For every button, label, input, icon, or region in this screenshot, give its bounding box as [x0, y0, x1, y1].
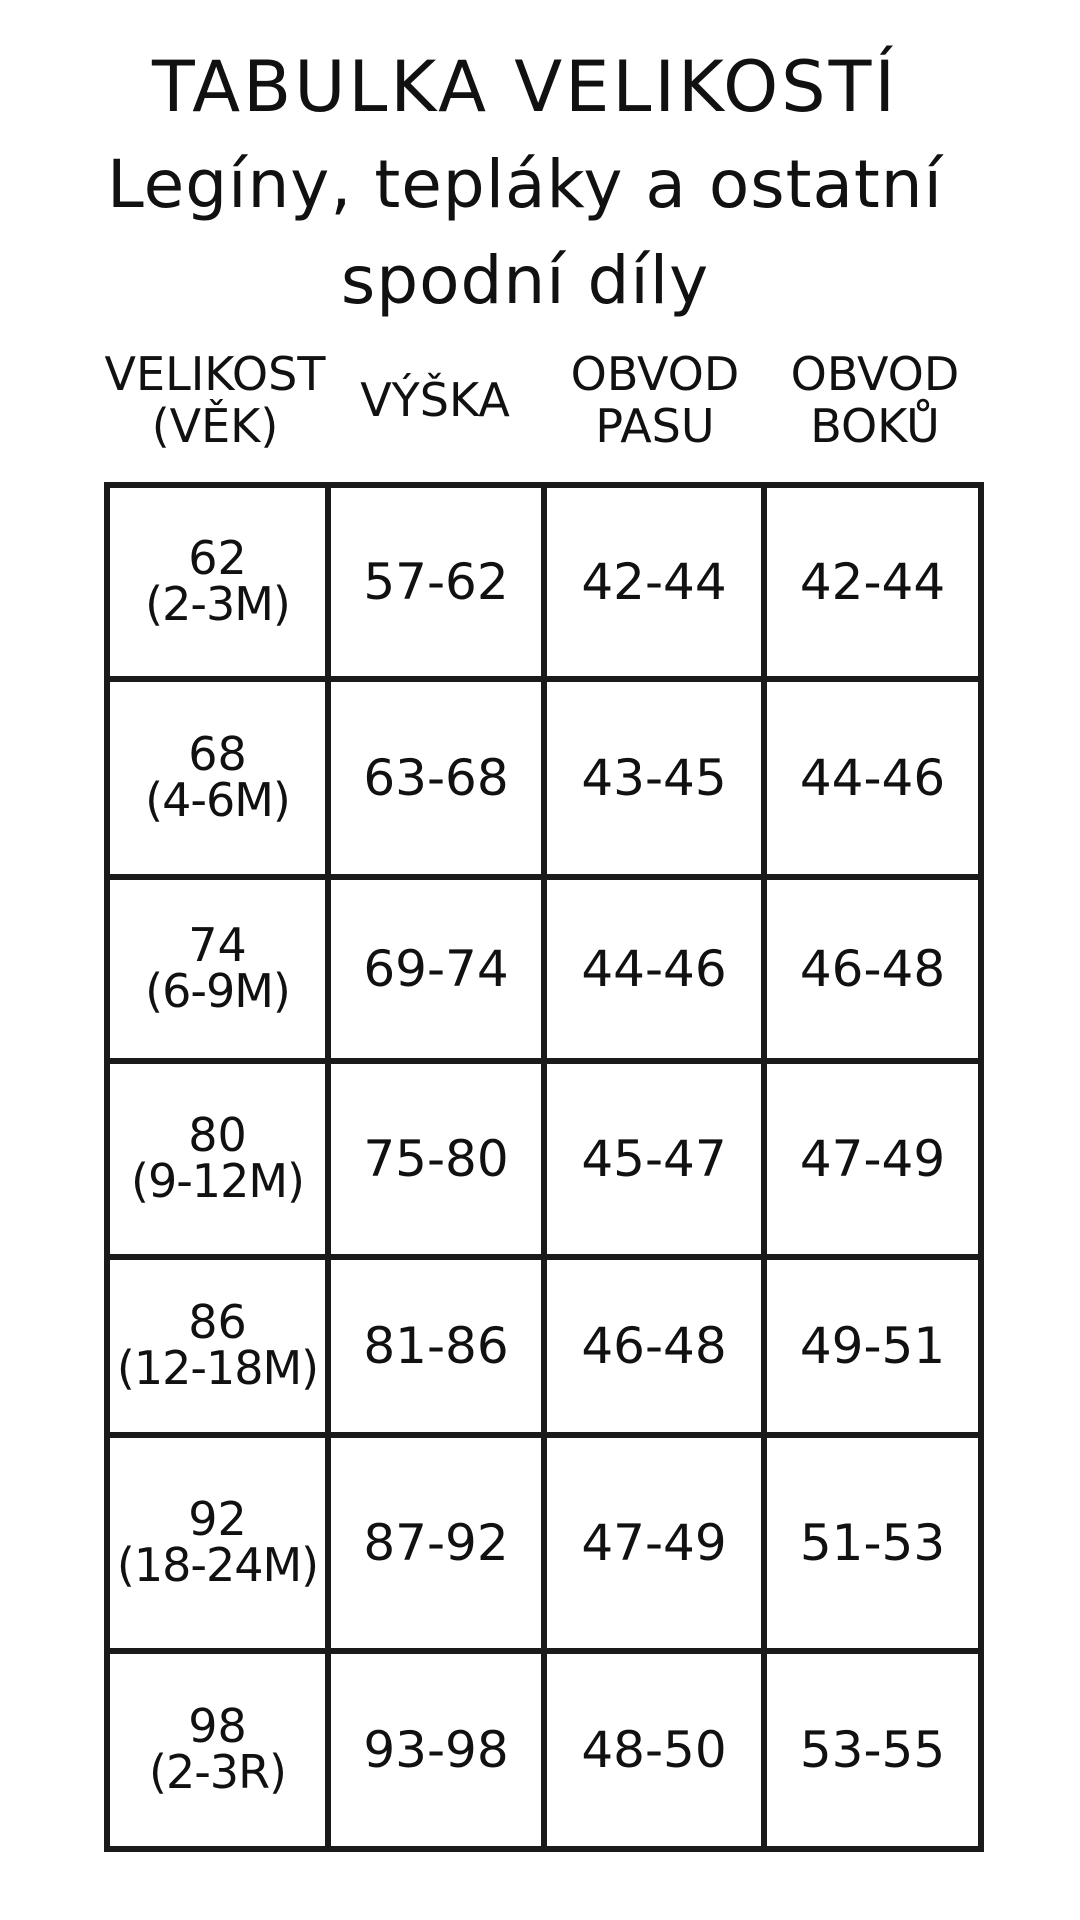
- age-value: (9-12M): [131, 1154, 304, 1208]
- table-row: [107, 485, 981, 679]
- table-row: [107, 877, 981, 1061]
- waist-cell: 45-47: [544, 1061, 764, 1257]
- height-cell: 75-80: [328, 1061, 544, 1257]
- table-row: [107, 679, 981, 877]
- column-header-size-line-1: VELIKOST: [104, 347, 326, 401]
- table-row: [107, 1651, 981, 1849]
- size-value: 92: [188, 1492, 247, 1546]
- age-value: (4-6M): [145, 773, 290, 827]
- size-value: 74: [188, 918, 247, 972]
- size-cell: [107, 1061, 328, 1257]
- size-value: 68: [188, 727, 247, 781]
- height-cell: 93-98: [328, 1651, 544, 1849]
- size-cell: [107, 679, 328, 877]
- column-header-height-label: VÝŠKA: [360, 373, 510, 427]
- chart-subtitle-line-2: spodní díly: [340, 242, 710, 319]
- size-value: 86: [188, 1295, 247, 1349]
- age-value: (2-3R): [149, 1745, 286, 1799]
- waist-cell: 47-49: [544, 1435, 764, 1651]
- waist-cell: 43-45: [544, 679, 764, 877]
- table-row: [107, 1061, 981, 1257]
- age-value: (2-3M): [145, 577, 290, 631]
- waist-cell: 42-44: [544, 485, 764, 679]
- column-header-hips-line-1: OBVOD: [790, 347, 960, 401]
- hips-cell: 44-46: [764, 679, 981, 877]
- hips-cell: 49-51: [764, 1257, 981, 1435]
- hips-cell: 42-44: [764, 485, 981, 679]
- height-cell: 63-68: [328, 679, 544, 877]
- chart-subtitle-line-1: Legíny, tepláky a ostatní: [107, 146, 943, 223]
- height-cell: 57-62: [328, 485, 544, 679]
- age-value: (18-24M): [116, 1538, 319, 1592]
- size-value: 62: [188, 531, 247, 585]
- column-header-waist-line-2: PASU: [595, 399, 715, 453]
- waist-cell: 48-50: [544, 1651, 764, 1849]
- column-header-hips: [765, 335, 985, 465]
- chart-title: TABULKA VELIKOSTÍ: [151, 46, 899, 128]
- table-row: [107, 1435, 981, 1651]
- column-header-hips-line-2: BOKŮ: [810, 399, 940, 453]
- table-row: [107, 1257, 981, 1435]
- hips-cell: 53-55: [764, 1651, 981, 1849]
- size-table: [104, 482, 984, 1852]
- hips-cell: 47-49: [764, 1061, 981, 1257]
- waist-cell: 46-48: [544, 1257, 764, 1435]
- hips-cell: 51-53: [764, 1435, 981, 1651]
- waist-cell: 44-46: [544, 877, 764, 1061]
- height-cell: 81-86: [328, 1257, 544, 1435]
- size-cell: [107, 877, 328, 1061]
- column-header-waist-line-1: OBVOD: [570, 347, 740, 401]
- column-header-size: [100, 335, 330, 465]
- height-cell: 69-74: [328, 877, 544, 1061]
- size-cell: [107, 1651, 328, 1849]
- column-header-size-line-2: (VĚK): [151, 399, 279, 453]
- age-value: (12-18M): [116, 1341, 319, 1395]
- hips-cell: 46-48: [764, 877, 981, 1061]
- column-header-waist: [545, 335, 765, 465]
- size-cell: [107, 1435, 328, 1651]
- height-cell: 87-92: [328, 1435, 544, 1651]
- age-value: (6-9M): [145, 964, 290, 1018]
- column-header-height: [330, 335, 540, 465]
- size-cell: [107, 485, 328, 679]
- size-value: 80: [188, 1108, 247, 1162]
- size-cell: [107, 1257, 328, 1435]
- size-value: 98: [188, 1699, 247, 1753]
